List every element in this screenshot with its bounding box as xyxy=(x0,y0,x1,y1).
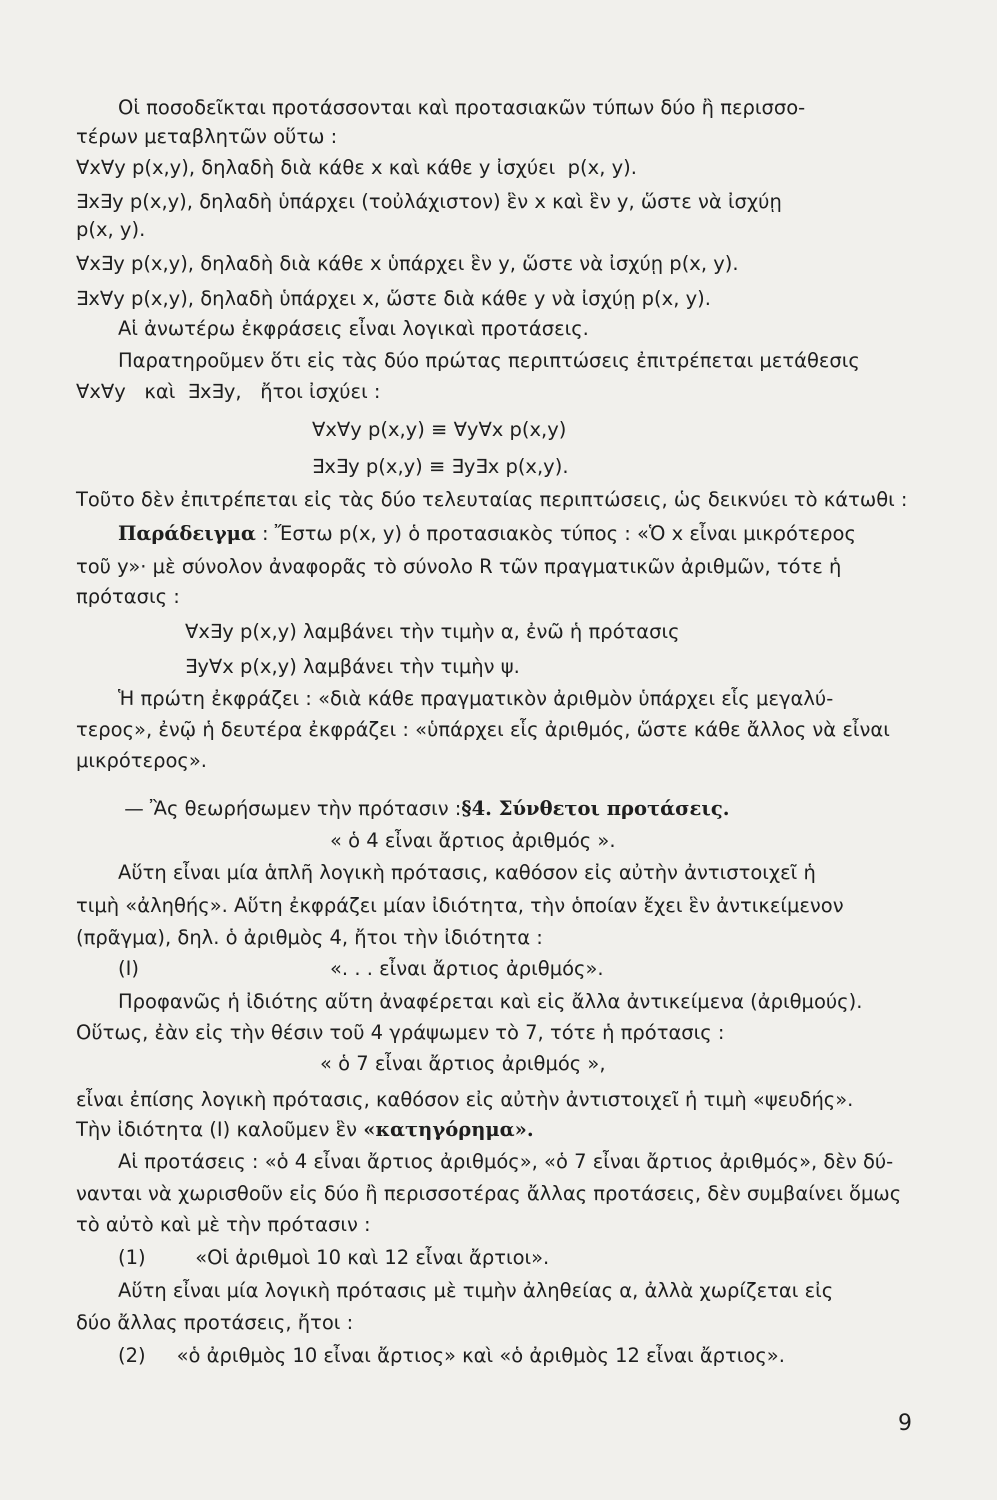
text-line: (1) «Οἱ ἀριθμοὶ 10 καὶ 12 εἶναι ἄρτιοι». xyxy=(118,1246,550,1269)
text-line: — Ἂς θεωρήσωμεν τὴν πρότασιν :§4. Σύνθετοι προτάσεις. xyxy=(118,797,730,820)
text-line: ∀x∀y καὶ ∃x∃y, ἤτοι ἰσχύει : xyxy=(76,380,381,403)
text-line: «. . . εἶναι ἄρτιος ἀριθμός». xyxy=(330,957,604,980)
text-line: Οἱ ποσοδεῖκται προτάσσονται καὶ προτασιακῶν τύπων δύο ἢ περισσο- xyxy=(118,96,806,119)
text-line: εἶναι ἐπίσης λογικὴ πρότασις, καθόσον εἰς αὐτὴν ἀντιστοιχεῖ ἡ τιμὴ «ψευδής». xyxy=(76,1088,854,1111)
text-line: τιμὴ «ἀληθής». Αὕτη ἐκφράζει μίαν ἰδιότητα, τὴν ὁποίαν ἔχει ἓν ἀντικείμενον xyxy=(76,894,844,917)
text-line: Αἱ προτάσεις : «ὁ 4 εἶναι ἄρτιος ἀριθμός», «ὁ 7 εἶναι ἄρτιος ἀριθμός», δὲν δύ- xyxy=(118,1150,894,1173)
text-line: « ὁ 7 εἶναι ἄρτιος ἀριθμός », xyxy=(320,1052,606,1075)
text-line: (2) «ὁ ἀριθμὸς 10 εἶναι ἄρτιος» καὶ «ὁ ἀριθμὸς 12 εἶναι ἄρτιος». xyxy=(118,1344,785,1367)
text-line: ∀x∃y p(x,y), δηλαδὴ διὰ κάθε x ὑπάρχει ἓν y, ὥστε νὰ ἰσχύῃ p(x, y). xyxy=(76,252,739,275)
text-line: ∃x∃y p(x,y), δηλαδὴ ὑπάρχει (τοὐλάχιστον) ἓν x καὶ ἓν y, ὥστε νὰ ἰσχύῃ xyxy=(76,190,782,213)
text-line: πρότασις : xyxy=(76,585,180,608)
text-line: Προφανῶς ἡ ἰδιότης αὕτη ἀναφέρεται καὶ εἰς ἄλλα ἀντικείμενα (ἀριθμούς). xyxy=(118,990,863,1013)
text-line: ∀x∀y p(x,y), δηλαδὴ διὰ κάθε x καὶ κάθε y ἰσχύει p(x, y). xyxy=(76,156,637,179)
text-line: μικρότερος». xyxy=(76,749,207,772)
text-line: τὸ αὐτὸ καὶ μὲ τὴν πρότασιν : xyxy=(76,1213,371,1236)
text-line: δύο ἄλλας προτάσεις, ἤτοι : xyxy=(76,1311,354,1334)
text-line: Ἡ πρώτη ἐκφράζει : «διὰ κάθε πραγματικὸν ἀριθμὸν ὑπάρχει εἷς μεγαλύ- xyxy=(118,687,834,710)
text-line: Αἱ ἀνωτέρω ἐκφράσεις εἶναι λογικαὶ προτάσεις. xyxy=(118,317,589,340)
text-line: ∃y∀x p(x,y) λαμβάνει τὴν τιμὴν ψ. xyxy=(185,655,520,678)
text-line: Αὕτη εἶναι μία ἁπλῆ λογικὴ πρότασις, καθόσον εἰς αὐτὴν ἀντιστοιχεῖ ἡ xyxy=(118,861,816,884)
text-line: Οὕτως, ἐὰν εἰς τὴν θέσιν τοῦ 4 γράψωμεν τὸ 7, τότε ἡ πρότασις : xyxy=(76,1021,725,1044)
text-line: ∀x∃y p(x,y) λαμβάνει τὴν τιμὴν α, ἐνῶ ἡ πρότασις xyxy=(185,620,680,643)
text-line: Τοῦτο δὲν ἐπιτρέπεται εἰς τὰς δύο τελευταίας περιπτώσεις, ὡς δεικνύει τὸ κάτωθι : xyxy=(76,488,908,511)
text-line: τέρων μεταβλητῶν οὕτω : xyxy=(76,125,338,148)
text-line: νανται νὰ χωρισθοῦν εἰς δύο ἢ περισσοτέρας ἄλλας προτάσεις, δὲν συμβαίνει ὅμως xyxy=(76,1182,902,1205)
text-line: τοῦ y»· μὲ σύνολον ἀναφορᾶς τὸ σύνολο R τῶν πραγματικῶν ἀριθμῶν, τότε ἡ xyxy=(76,555,842,578)
text-line: « ὁ 4 εἶναι ἄρτιος ἀριθμός ». xyxy=(330,829,616,852)
text-line: Παράδειγμα : Ἔστω p(x, y) ὁ προτασιακὸς τύπος : «Ὁ x εἶναι μικρότερος xyxy=(118,522,856,545)
text-line: τερος», ἐνῷ ἡ δευτέρα ἐκφράζει : «ὑπάρχει εἷς ἀριθμός, ὥστε κάθε ἄλλος νὰ εἶναι xyxy=(76,718,890,741)
text-line: Αὕτη εἶναι μία λογικὴ πρότασις μὲ τιμὴν ἀληθείας α, ἀλλὰ χωρίζεται εἰς xyxy=(118,1279,834,1302)
text-line: ∀x∀y p(x,y) ≡ ∀y∀x p(x,y) xyxy=(312,418,567,441)
text-line: (πρᾶγμα), δηλ. ὁ ἀριθμὸς 4, ἤτοι τὴν ἰδιότητα : xyxy=(76,926,543,949)
bold-term: §4. Σύνθετοι προτάσεις. xyxy=(461,797,730,820)
text-line: (I) xyxy=(118,957,139,980)
text-line: Τὴν ἰδιότητα (I) καλοῦμεν ἓν «κατηγόρημα». xyxy=(76,1118,534,1141)
text-line: ∃x∀y p(x,y), δηλαδὴ ὑπάρχει x, ὥστε διὰ κάθε y νὰ ἰσχύῃ p(x, y). xyxy=(76,287,711,310)
bold-term: «κατηγόρημα». xyxy=(363,1118,534,1141)
text-line: p(x, y). xyxy=(76,218,146,241)
bold-term: Παράδειγμα xyxy=(118,522,256,545)
page-number: 9 xyxy=(898,1411,912,1436)
text-line: Παρατηροῦμεν ὅτι εἰς τὰς δύο πρώτας περιπτώσεις ἐπιτρέπεται μετάθεσις xyxy=(118,349,860,372)
text-line: ∃x∃y p(x,y) ≡ ∃y∃x p(x,y). xyxy=(312,455,569,478)
